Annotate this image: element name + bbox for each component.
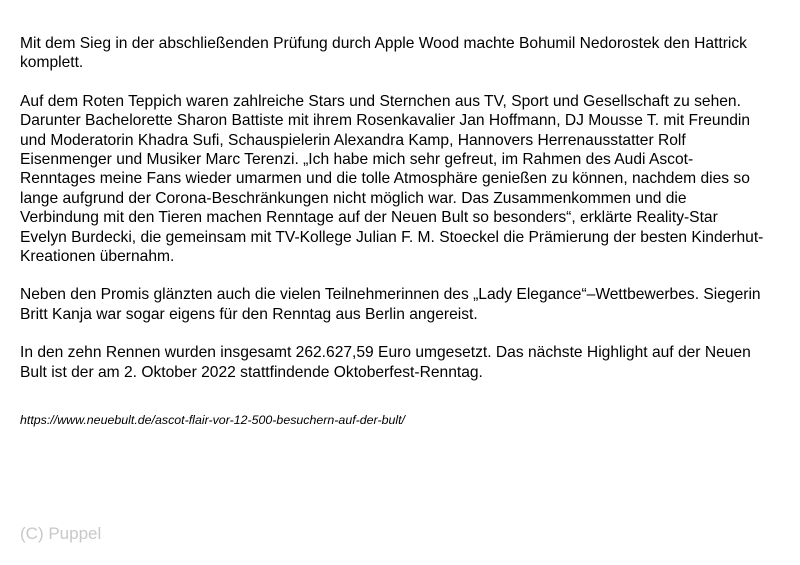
paragraph-lady-elegance: Neben den Promis glänzten auch die vielen Teilnehmerinnen des „Lady Elegance“–Wettbewerbes. Siegerin Britt Kanja war sogar eigens für den Renntag aus Berlin angereist. <box>20 286 761 323</box>
copyright-watermark: (C) Puppel <box>20 524 102 543</box>
paragraph-turnover: In den zehn Rennen wurden insgesamt 262.627,59 Euro umgesetzt. Das nächste Highlight auf der Neuen Bult ist der am 2. Oktober 2022 stattfindende Oktoberfest-Renntag. <box>20 344 751 381</box>
source-link[interactable]: https://www.neuebult.de/ascot-flair-vor-12-500-besuchern-auf-der-bult/ <box>20 413 406 428</box>
paragraph-red-carpet: Auf dem Roten Teppich waren zahlreiche Stars und Sternchen aus TV, Sport und Gesellschaft zu sehen. Darunter Bachelorette Sharon Battiste mit ihrem Rosenkavalier Jan Hoffmann, DJ Mousse T. mit Freundin und Moderatorin Khadra Sufi, Schauspielerin Alexandra Kamp, Hannovers Herrenausstatter Rolf Eisenmenger und Musiker Marc Terenzi. „Ich habe mich sehr gefreut, im Rahmen des Audi Ascot-Renntages meine Fans wieder umarmen und die tolle Atmosphäre genießen zu können, nachdem dies so lange aufgrund der Corona-Beschränkungen nicht möglich war. Das Zusammenkommen und die Verbindung mit den Tieren machen Renntage auf der Neuen Bult so besonders“, erklärte Reality-Star Evelyn Burdecki, die gemeinsam mit TV-Kollege Julian F. M. Stoeckel die Prämierung der besten Kinderhut-Kreationen übernahm. <box>20 92 764 266</box>
article-body <box>20 34 765 427</box>
paragraph-intro: Mit dem Sieg in der abschließenden Prüfung durch Apple Wood machte Bohumil Nedorostek den Hattrick komplett. <box>20 35 747 72</box>
